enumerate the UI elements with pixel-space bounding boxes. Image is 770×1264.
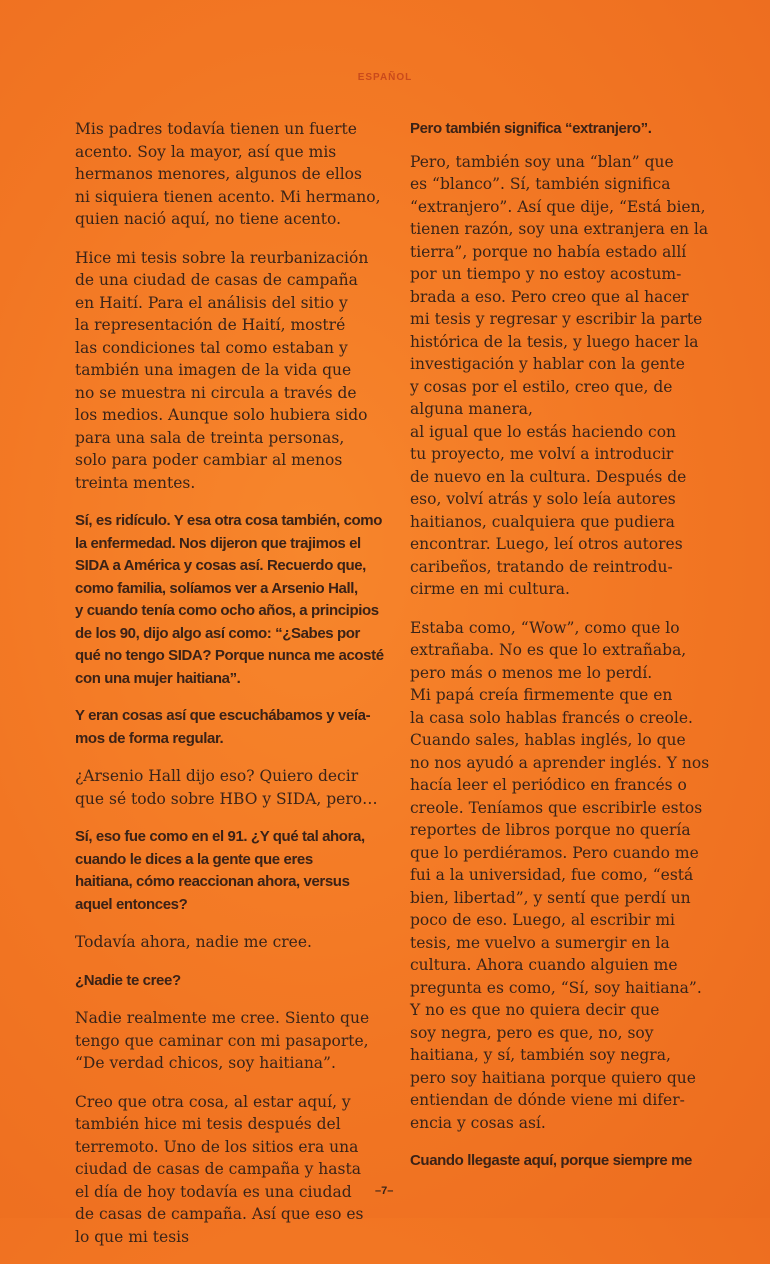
answer-paragraph: Creo que otra cosa, al estar aquí, y también hice mi tesis después del terremoto. Uno de los sitios era una ciudad de casas de campaña y hasta el día de hoy todavía es una ciudad de casas de campaña. Así que eso es lo que mi tesis xyxy=(75,1092,364,1246)
section-label: ESPAÑOL xyxy=(357,72,413,83)
page-number: –7– xyxy=(375,1185,394,1197)
question-paragraph: Sí, es ridículo. Y esa otra cosa también, como la enfermedad. Nos dijeron que trajimos el SIDA a América y cosas así. Recuerdo que, como familia, solíamos ver a Arsenio Hall, y cuando tenía como ocho años, a principios de los 90, dijo algo así como: “¿Sabes por qué no tengo SIDA? Porque nunca me acosté con una mujer haitiana”. xyxy=(75,512,384,687)
answer-paragraph: Estaba como, “Wow”, como que lo extrañaba. No es que lo extrañaba, pero más o menos me lo perdí. Mi papá creía firmemente que en la casa solo hablas francés o creole. Cuando sales, hablas inglés, lo que no nos ayudó a aprender inglés. Y nos hacía leer el periódico en francés o creole. Teníamos que escribirle estos reportes de libros porque no quería que lo perdiéramos. Pero cuando me fui a la universidad, fue como, “está bien, libertad”, y sentí que perdí un poco de eso. Luego, al escribir mi tesis, me vuelvo a sumergir en la cultura. Ahora cuando alguien me pregunta es como, “Sí, soy haitiana”. Y no es que no quiera decir que soy negra, pero es que, no, soy haitiana, y sí, también soy negra, pero soy haitiana porque quiero que entiendan de dónde viene mi difer- encia y cosas así. xyxy=(410,618,710,1132)
question-paragraph: Sí, eso fue como en el 91. ¿Y qué tal ahora, cuando le dices a la gente que eres haitiana, cómo reaccionan ahora, versus aquel entonces? xyxy=(75,828,365,913)
answer-paragraph: Mis padres todavía tienen un fuerte acento. Soy la mayor, así que mis hermanos menores, algunos de ellos ni siquiera tienen acento. Mi hermano, quien nació aquí, no tiene acento. xyxy=(75,120,381,228)
right-column xyxy=(410,118,720,1188)
answer-paragraph: Pero, también soy una “blan” que es “blanco”. Sí, también significa “extranjero”. Así que dije, “Está bien, tienen razón, soy una extranjera en la tierra”, porque no había estado allí por un tiempo y no estoy acostum- brada a eso. Pero creo que al hacer mi tesis y regresar y escribir la parte histórica de la tesis, y luego hacer la investigación y hablar con la gente y cosas por el estilo, creo que, de alguna manera, al igual que lo estás haciendo con tu proyecto, me volví a introducir de nuevo en la cultura. Después de eso, volví atrás y solo leía autores haitianos, cualquiera que pudiera encontrar. Luego, leí otros autores caribeños, tratando de reintrodu- cirme en mi cultura. xyxy=(410,152,709,598)
answer-paragraph: Nadie realmente me cree. Siento que tengo que caminar con mi pasaporte, “De verdad chicos, soy haitiana”. xyxy=(75,1009,370,1072)
question-paragraph: Pero también significa “extranjero”. xyxy=(410,120,652,137)
left-column xyxy=(75,118,393,1264)
question-paragraph: Y eran cosas así que escuchábamos y veía- mos de forma regular. xyxy=(75,707,371,747)
answer-paragraph: ¿Arsenio Hall dijo eso? Quiero decir que sé todo sobre HBO y SIDA, pero… xyxy=(75,767,378,808)
answer-paragraph: Hice mi tesis sobre la reurbanización de una ciudad de casas de campaña en Haití. Para el análisis del sitio y la representación de Haití, mostré las condiciones tal como estaban y también una imagen de la vida que no se muestra ni circula a través de los medios. Aunque solo hubiera sido para una sala de treinta personas, solo para poder cambiar al menos treinta mentes. xyxy=(75,248,369,492)
question-paragraph: Cuando llegaste aquí, porque siempre me xyxy=(410,1152,692,1169)
question-paragraph: ¿Nadie te cree? xyxy=(75,971,181,989)
answer-paragraph: Todavía ahora, nadie me cree. xyxy=(75,933,312,951)
